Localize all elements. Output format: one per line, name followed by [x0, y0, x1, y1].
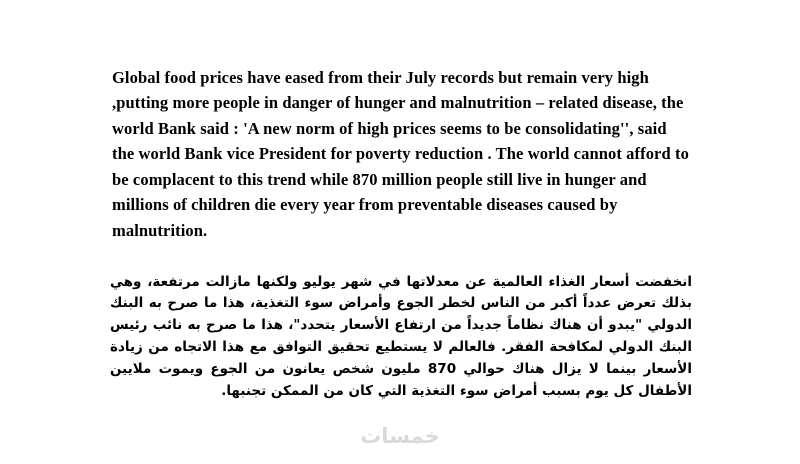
watermark-text: خمسات	[360, 424, 440, 448]
english-paragraph: Global food prices have eased from their July records but remain very high ,putting more people in danger of hunger and malnutrition – related disease, the world Bank said : 'A new norm of high prices seems to be consolidating'', said the world Bank vice President for poverty reduction . The world cannot afford to be complacent to this trend while 870 million people still live in hunger and millions of children die every year from preventable diseases caused by malnutrition.	[112, 67, 689, 240]
arabic-paragraph: انخفضت أسعار الغذاء العالمية عن معدلاتها في شهر يوليو ولكنها مازالت مرتفعة، وهي بذلك تعرض عدداً أكبر من الناس لخطر الجوع وأمراض سوء التغذية، هذا ما صرح به البنك الدولي "يبدو أن هناك نظاماً جديداً من ارتفاع الأسعار يتحدد"، هذا ما صرح به نائب رئيس البنك الدولي لمكافحة الفقر. فالعالم لا يستطيع تحقيق التوافق مع هذا الاتجاه من زيادة الأسعار بينما لا يزال هناك حوالي 870 مليون شخص يعانون من الجوع ويموت ملايين الأطفال كل يوم بسبب أمراض سوء التغذية التي كان من الممكن تجنبها.	[110, 273, 692, 399]
